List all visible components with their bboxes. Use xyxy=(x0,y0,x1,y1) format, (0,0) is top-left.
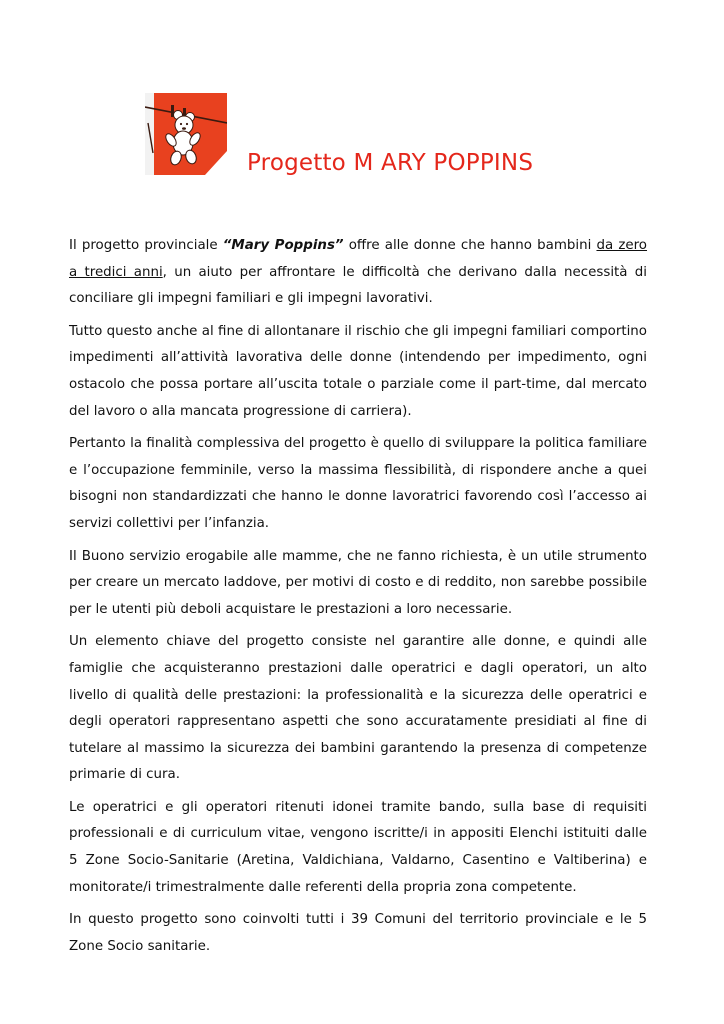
paragraph: Il Buono servizio erogabile alle mamme, che ne fanno richiesta, è un utile strumento per creare un mercato laddove, per motivi di costo e di reddito, non sarebbe possibile per le utenti più deboli acquistare le prestazioni a loro necessarie. xyxy=(69,548,647,617)
paragraph: Pertanto la finalità complessiva del progetto è quello di sviluppare la politica familiare e l’occupazione femminile, verso la massima flessibilità, di rispondere anche a quei bisogni non standardizzati che hanno le donne lavoratrici favorendo così l’accesso ai servizi collettivi per l’infanzia. xyxy=(69,436,647,531)
intro-text-end: , un aiuto per affrontare le difficoltà che derivano dalla necessità di conciliare gli impegni familiari e gli impegni lavorativi. xyxy=(69,264,648,307)
paragraph: Tutto questo anche al fine di allontanare il rischio che gli impegni familiari comportino impedimenti all’attività lavorativa delle donne (intendendo per impedimento, ogni ostacolo che possa portare all’uscita totale o parziale come il part-time, dal mercato del lavoro o alla mancata progressione di carriera). xyxy=(69,323,647,419)
intro-text-start: Il progetto provinciale xyxy=(69,238,223,253)
project-logo xyxy=(145,93,227,175)
paragraph: Un elemento chiave del progetto consiste nel garantire alle donne, e quindi alle famiglie che acquisteranno prestazioni dalle operatrici e dagli operatori, un alto livello di qualità delle prestazioni: la professionalità e la sicurezza delle operatrici e degli operatori rappresentano aspetti che sono accuratamente presidiati al fine di tutelare al massimo la sicurezza dei bambini garantendo la presenza di competenze primarie di cura. xyxy=(69,634,647,783)
paragraph: In questo progetto sono coinvolti tutti i 39 Comuni del territorio provinciale e le 5 Zone Socio sanitarie. xyxy=(69,912,647,954)
teddy-bear-on-clothesline-icon xyxy=(145,93,227,175)
project-name-emphasis: “Mary Poppins” xyxy=(222,238,344,253)
paragraph: Le operatrici e gli operatori ritenuti idonei tramite bando, sulla base di requisiti professionali e di curriculum vitae, vengono iscritte/i in appositi Elenchi istituiti dalle 5 Zone Socio-Sanitarie (Aretina, Valdichiana, Valdarno, Casentino e Valtiberina) e monitorate/i trimestralmente dalle referenti della propria zona competente. xyxy=(69,799,647,895)
document-title: Progetto M ARY POPPINS xyxy=(247,150,534,176)
intro-text-middle: offre alle donne che hanno bambini xyxy=(343,238,597,253)
paragraph-intro xyxy=(69,233,647,313)
age-range-underlined: da zero a tredici anni xyxy=(69,238,648,280)
document-body xyxy=(69,233,647,966)
